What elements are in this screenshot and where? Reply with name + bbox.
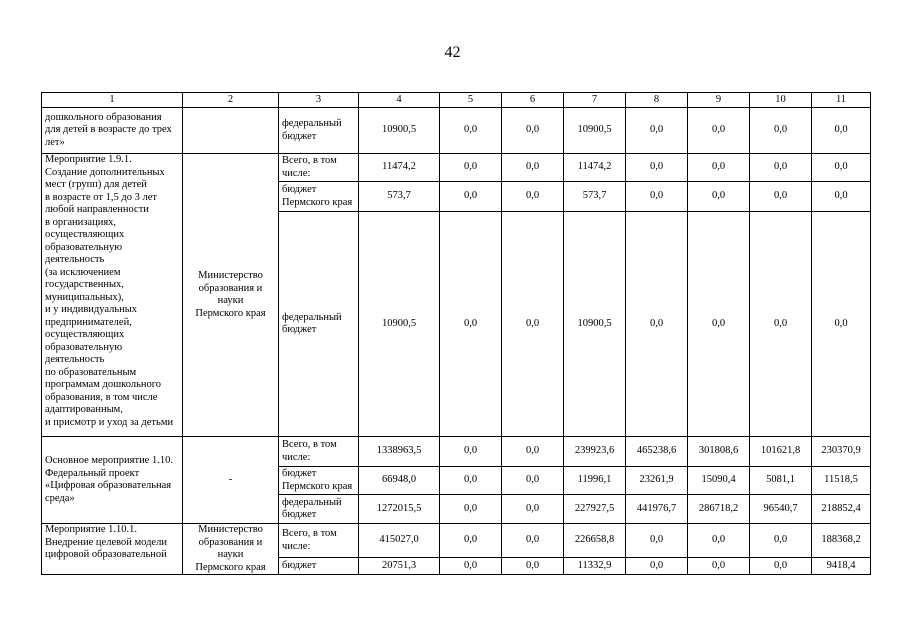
value-cell: 9418,4 (812, 558, 871, 575)
value-cell: 0,0 (440, 108, 502, 154)
value-cell: 0,0 (502, 212, 564, 437)
value-cell: 0,0 (626, 558, 688, 575)
value-cell: 0,0 (440, 437, 502, 467)
funding-source: федеральный бюджет (279, 108, 359, 154)
funding-source: Всего, в том числе: (279, 437, 359, 467)
value-cell: 11474,2 (564, 154, 626, 182)
header-cell: 8 (626, 93, 688, 108)
value-cell: 0,0 (502, 524, 564, 558)
value-cell: 230370,9 (812, 437, 871, 467)
value-cell: 0,0 (502, 182, 564, 212)
value-cell: 11332,9 (564, 558, 626, 575)
value-cell: 0,0 (750, 212, 812, 437)
value-cell: 101621,8 (750, 437, 812, 467)
value-cell: 10900,5 (359, 212, 440, 437)
header-cell: 2 (183, 93, 279, 108)
header-cell: 11 (812, 93, 871, 108)
funding-source: бюджет (279, 558, 359, 575)
value-cell: 0,0 (688, 212, 750, 437)
value-cell: 15090,4 (688, 467, 750, 495)
value-cell: 0,0 (750, 182, 812, 212)
executor-cell: - (183, 437, 279, 524)
measure-name: дошкольного образования для детей в возрасте до трех лет» (42, 108, 183, 154)
value-cell: 0,0 (688, 108, 750, 154)
header-row (42, 93, 871, 108)
value-cell: 0,0 (812, 154, 871, 182)
value-cell: 301808,6 (688, 437, 750, 467)
header-cell: 6 (502, 93, 564, 108)
table-row (42, 437, 871, 467)
value-cell: 10900,5 (564, 212, 626, 437)
funding-source: бюджет Пермского края (279, 467, 359, 495)
value-cell: 10900,5 (359, 108, 440, 154)
value-cell: 5081,1 (750, 467, 812, 495)
header-cell: 5 (440, 93, 502, 108)
value-cell: 0,0 (688, 558, 750, 575)
funding-source: Всего, в том числе: (279, 524, 359, 558)
value-cell: 66948,0 (359, 467, 440, 495)
value-cell: 0,0 (502, 108, 564, 154)
value-cell: 0,0 (626, 154, 688, 182)
page-number: 42 (444, 44, 461, 61)
value-cell: 0,0 (626, 212, 688, 437)
funding-source: Всего, в том числе: (279, 154, 359, 182)
executor-cell: Министерство образования и науки Пермского края (183, 524, 279, 575)
value-cell: 0,0 (750, 108, 812, 154)
value-cell: 227927,5 (564, 495, 626, 524)
table-row (42, 154, 871, 182)
value-cell: 0,0 (812, 182, 871, 212)
executor-cell: Министерство образования и науки Пермского края (183, 154, 279, 437)
value-cell: 286718,2 (688, 495, 750, 524)
value-cell: 226658,8 (564, 524, 626, 558)
value-cell: 11996,1 (564, 467, 626, 495)
value-cell: 0,0 (440, 212, 502, 437)
value-cell: 0,0 (750, 558, 812, 575)
value-cell: 0,0 (626, 182, 688, 212)
value-cell: 0,0 (440, 524, 502, 558)
value-cell: 0,0 (502, 495, 564, 524)
header-cell: 7 (564, 93, 626, 108)
value-cell: 0,0 (440, 558, 502, 575)
value-cell: 239923,6 (564, 437, 626, 467)
executor-cell (183, 108, 279, 154)
value-cell: 0,0 (626, 108, 688, 154)
value-cell: 0,0 (688, 182, 750, 212)
value-cell: 573,7 (359, 182, 440, 212)
table-row (42, 524, 871, 558)
value-cell: 0,0 (440, 182, 502, 212)
header-cell: 4 (359, 93, 440, 108)
value-cell: 0,0 (440, 495, 502, 524)
value-cell: 0,0 (812, 108, 871, 154)
budget-table (41, 92, 871, 575)
value-cell: 0,0 (750, 154, 812, 182)
funding-source: бюджет Пермского края (279, 182, 359, 212)
header-cell: 3 (279, 93, 359, 108)
value-cell: 0,0 (626, 524, 688, 558)
table-row (42, 108, 871, 154)
value-cell: 0,0 (688, 154, 750, 182)
value-cell: 1272015,5 (359, 495, 440, 524)
measure-name: Мероприятие 1.10.1. Внедрение целевой модели цифровой образовательной (42, 524, 183, 575)
header-cell: 9 (688, 93, 750, 108)
value-cell: 20751,3 (359, 558, 440, 575)
funding-source: федеральный бюджет (279, 495, 359, 524)
value-cell: 0,0 (502, 154, 564, 182)
value-cell: 0,0 (688, 524, 750, 558)
value-cell: 0,0 (812, 212, 871, 437)
measure-name: Мероприятие 1.9.1. Создание дополнительных мест (групп) для детей в возрасте от 1,5 до 3 лет любой направленности в организациях, осуществляющих образовательную деятельность (за исключением государственных, муниципальных), и у индивидуальных предпринимателей, осуществляющих образовательную деятельность по образовательным программам дошкольного образования, в том числе адаптированным, и присмотр и уход за детьми (42, 154, 183, 437)
value-cell: 188368,2 (812, 524, 871, 558)
value-cell: 10900,5 (564, 108, 626, 154)
header-cell: 10 (750, 93, 812, 108)
value-cell: 0,0 (502, 467, 564, 495)
value-cell: 11518,5 (812, 467, 871, 495)
value-cell: 573,7 (564, 182, 626, 212)
value-cell: 0,0 (502, 558, 564, 575)
value-cell: 415027,0 (359, 524, 440, 558)
value-cell: 441976,7 (626, 495, 688, 524)
value-cell: 1338963,5 (359, 437, 440, 467)
value-cell: 0,0 (750, 524, 812, 558)
value-cell: 11474,2 (359, 154, 440, 182)
value-cell: 23261,9 (626, 467, 688, 495)
header-cell: 1 (42, 93, 183, 108)
value-cell: 218852,4 (812, 495, 871, 524)
value-cell: 0,0 (440, 154, 502, 182)
value-cell: 96540,7 (750, 495, 812, 524)
funding-source: федеральный бюджет (279, 212, 359, 437)
value-cell: 0,0 (502, 437, 564, 467)
value-cell: 0,0 (440, 467, 502, 495)
value-cell: 465238,6 (626, 437, 688, 467)
measure-name: Основное мероприятие 1.10. Федеральный проект «Цифровая образовательная среда» (42, 437, 183, 524)
